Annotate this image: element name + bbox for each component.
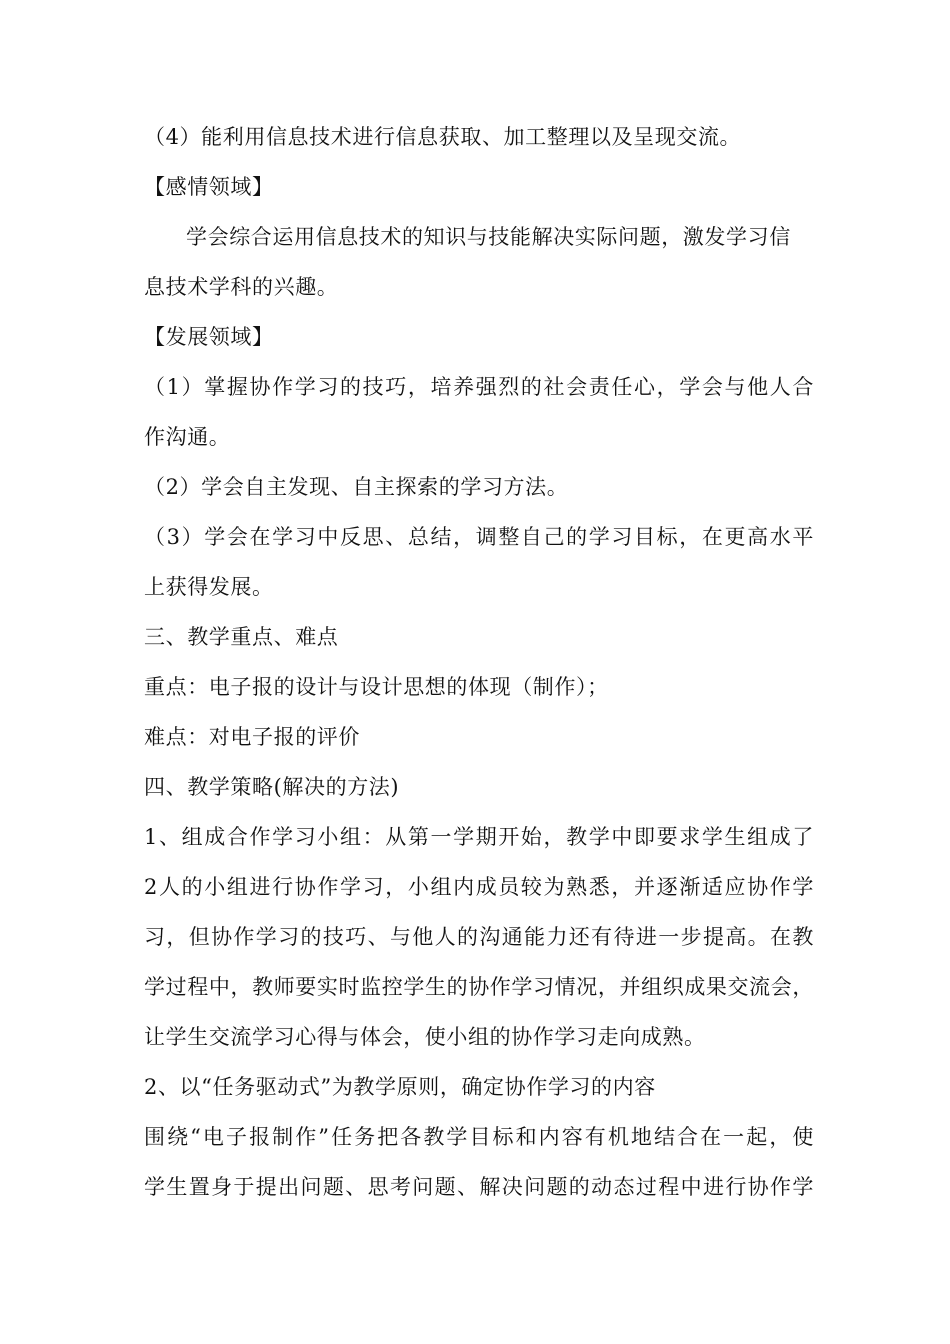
- section-heading-development: 【发展领域】: [144, 325, 274, 349]
- section-heading-strategy: 四、教学策略(解决的方法): [144, 775, 400, 799]
- development-item-2: （2）学会自主发现、自主探索的学习方法。: [144, 475, 569, 499]
- strategy-1-line-5: 让学生交流学习心得与体会，使小组的协作学习走向成熟。: [144, 1025, 706, 1049]
- development-item-1-line-2: 作沟通。: [144, 425, 231, 449]
- development-item-3-line-2: 上获得发展。: [144, 575, 274, 599]
- strategy-1-line-4: 学过程中，教师要实时监控学生的协作学习情况，并组织成果交流会，: [144, 975, 814, 999]
- strategy-2-line-1: 围绕“电子报制作”任务把各教学目标和内容有机地结合在一起，使: [144, 1125, 814, 1149]
- section-heading-emotion: 【感情领域】: [144, 175, 274, 199]
- strategy-1-line-1: 1、组成合作学习小组：从第一学期开始，教学中即要求学生组成了: [144, 825, 814, 849]
- development-item-1-line-1: （1）掌握协作学习的技巧，培养强烈的社会责任心，学会与他人合: [144, 375, 814, 399]
- key-point-text: 重点：电子报的设计与设计思想的体现（制作）；: [144, 675, 609, 699]
- section-heading-key-points: 三、教学重点、难点: [144, 625, 339, 649]
- strategy-2-heading: 2、以“任务驱动式”为教学原则，确定协作学习的内容: [144, 1075, 656, 1099]
- objective-item-4: （4）能利用信息技术进行信息获取、加工整理以及呈现交流。: [144, 125, 742, 149]
- strategy-2-line-2: 学生置身于提出问题、思考问题、解决问题的动态过程中进行协作学: [144, 1175, 814, 1199]
- development-item-3-line-1: （3）学会在学习中反思、总结，调整自己的学习目标，在更高水平: [144, 525, 814, 549]
- emotion-paragraph-line-2: 息技术学科的兴趣。: [144, 275, 339, 299]
- strategy-1-line-2: 2人的小组进行协作学习，小组内成员较为熟悉，并逐渐适应协作学: [144, 875, 814, 899]
- difficult-point-text: 难点：对电子报的评价: [144, 725, 360, 749]
- strategy-1-line-3: 习，但协作学习的技巧、与他人的沟通能力还有待进一步提高。在教: [144, 925, 814, 949]
- emotion-paragraph-line-1: 学会综合运用信息技术的知识与技能解决实际问题，激发学习信: [186, 225, 791, 249]
